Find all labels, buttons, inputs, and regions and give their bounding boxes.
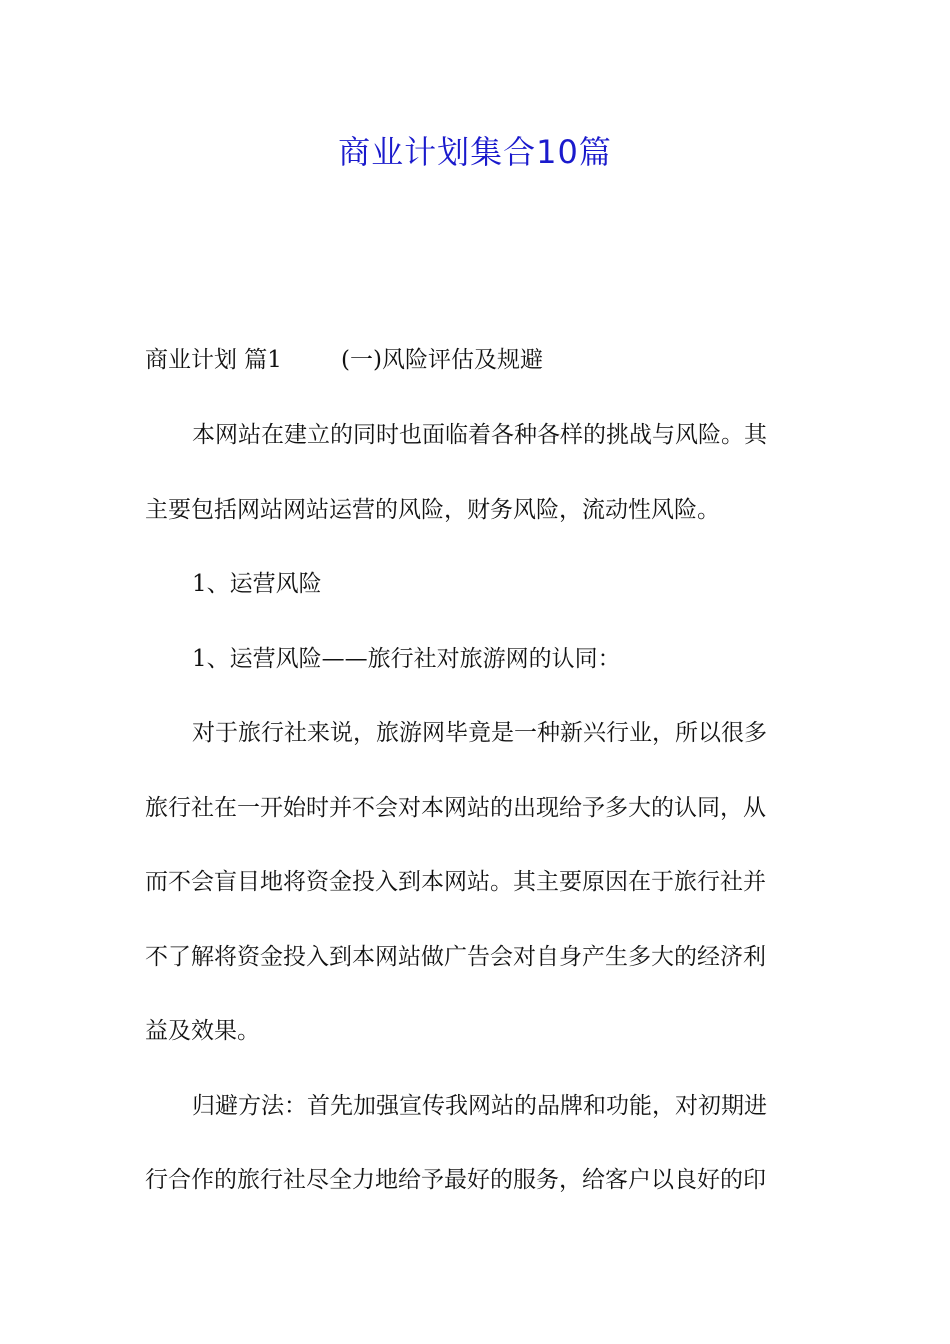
section-label: 商业计划 篇1 xyxy=(145,347,282,373)
paragraph-line: 旅行社在一开始时并不会对本网站的出现给予多大的认同，从 xyxy=(145,795,766,821)
paragraph-line: 1、运营风险——旅行社对旅游网的认同： xyxy=(192,646,621,672)
paragraph-line: 本网站在建立的同时也面临着各种各样的挑战与风险。其 xyxy=(192,422,767,448)
paragraph-line: 归避方法：首先加强宣传我网站的品牌和功能，对初期进 xyxy=(192,1093,767,1119)
paragraph-line: 益及效果。 xyxy=(145,1018,260,1044)
paragraph-line: 不了解将资金投入到本网站做广告会对自身产生多大的经济利 xyxy=(145,944,766,970)
document-title: 商业计划集合10篇 xyxy=(338,133,612,171)
paragraph-line: 1、运营风险 xyxy=(192,571,322,597)
paragraph-line: 主要包括网站网站运营的风险，财务风险，流动性风险。 xyxy=(145,497,720,523)
paragraph-line: 而不会盲目地将资金投入到本网站。其主要原因在于旅行社并 xyxy=(145,869,766,895)
document-body xyxy=(145,0,807,1344)
section-heading: (一)风险评估及规避 xyxy=(341,347,543,373)
paragraph-line: 行合作的旅行社尽全力地给予最好的服务，给客户以良好的印 xyxy=(145,1167,766,1193)
paragraph-line: 对于旅行社来说，旅游网毕竟是一种新兴行业，所以很多 xyxy=(192,720,767,746)
